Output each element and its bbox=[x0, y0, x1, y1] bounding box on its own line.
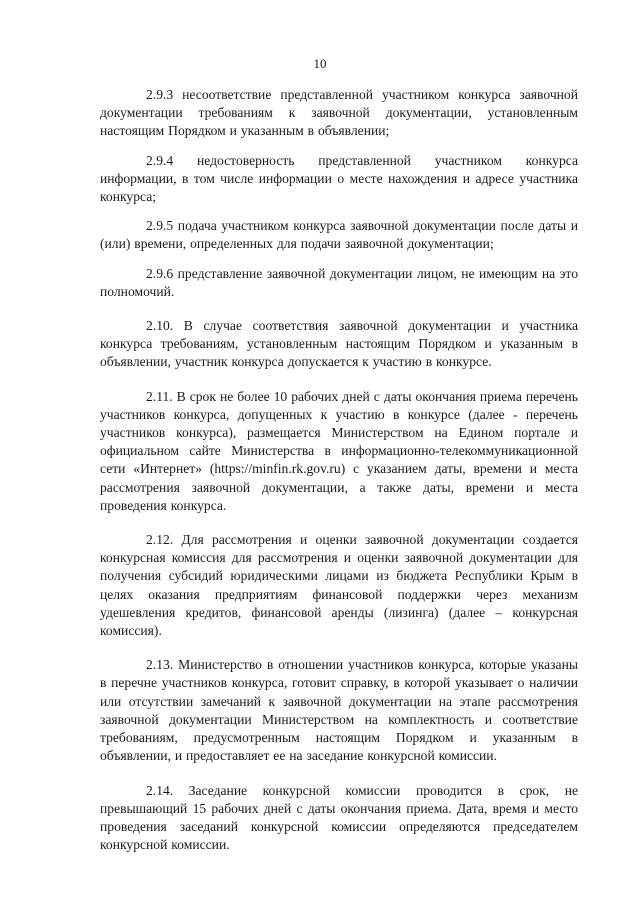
paragraph-2-9-5: 2.9.5 подача участником конкурса заявочной документации после даты и (или) времени, определенных для подачи заявочной документации; bbox=[100, 218, 578, 252]
paragraph-2-14: 2.14. Заседание конкурсной комиссии проводится в срок, не превышающий 15 рабочих дней с даты окончания приема. Дата, время и место проведения заседаний конкурсной комиссии определяются председателем конкурсной комиссии. bbox=[100, 782, 578, 853]
paragraph-2-13: 2.13. Министерство в отношении участников конкурса, которые указаны в перечне участников конкурса, готовит справку, в которой указывает о наличии или отсутствии замечаний к заявочной документации на этапе рассмотрения заявочной документации Министерством на комплектность и соответствие требованиям, предусмотренным настоящим Порядком и указанным в объявлении, и предоставляет ее на заседание конкурсной комиссии. bbox=[100, 657, 578, 764]
paragraph-2-9-6: 2.9.6 представление заявочной документации лицом, не имеющим на это полномочий. bbox=[100, 265, 578, 299]
page-number: 10 bbox=[313, 56, 327, 71]
paragraph-2-11: 2.11. В срок не более 10 рабочих дней с даты окончания приема перечень участников конкурса, допущенных к участию в конкурсе (далее - перечень участников конкурса), размещается Министерством на Едином портале и официальном сайте Министерства в информационно-телекоммуникационной сети «Интернет» (https://minfin.rk.gov.ru) с указанием даты, времени и места рассмотрения заявочной документации, а также даты, времени и места проведения конкурса. bbox=[100, 388, 578, 513]
paragraph-2-12: 2.12. Для рассмотрения и оценки заявочной документации создается конкурсная комиссия для рассмотрения и оценки заявочной документации для получения субсидий юридическими лицами из бюджета Республики Крым в целях оказания предприятиям финансовой поддержки через механизм удешевления кредитов, финансовой аренды (лизинга) (далее – конкурсная комиссия). bbox=[100, 532, 578, 639]
document-body bbox=[100, 86, 578, 865]
paragraph-2-10: 2.10. В случае соответствия заявочной документации и участника конкурса требованиям, установленным настоящим Порядком и указанным в объявлении, участник конкурса допускается к участию в конкурсе. bbox=[100, 318, 578, 370]
paragraph-2-9-3: 2.9.3 несоответствие представленной участником конкурса заявочной документации требованиям к заявочной документации, установленным настоящим Порядком и указанным в объявлении; bbox=[100, 87, 578, 139]
paragraph-2-9-4: 2.9.4 недостоверность представленной участником конкурса информации, в том числе информации о месте нахождения и адресе участника конкурса; bbox=[100, 152, 578, 205]
